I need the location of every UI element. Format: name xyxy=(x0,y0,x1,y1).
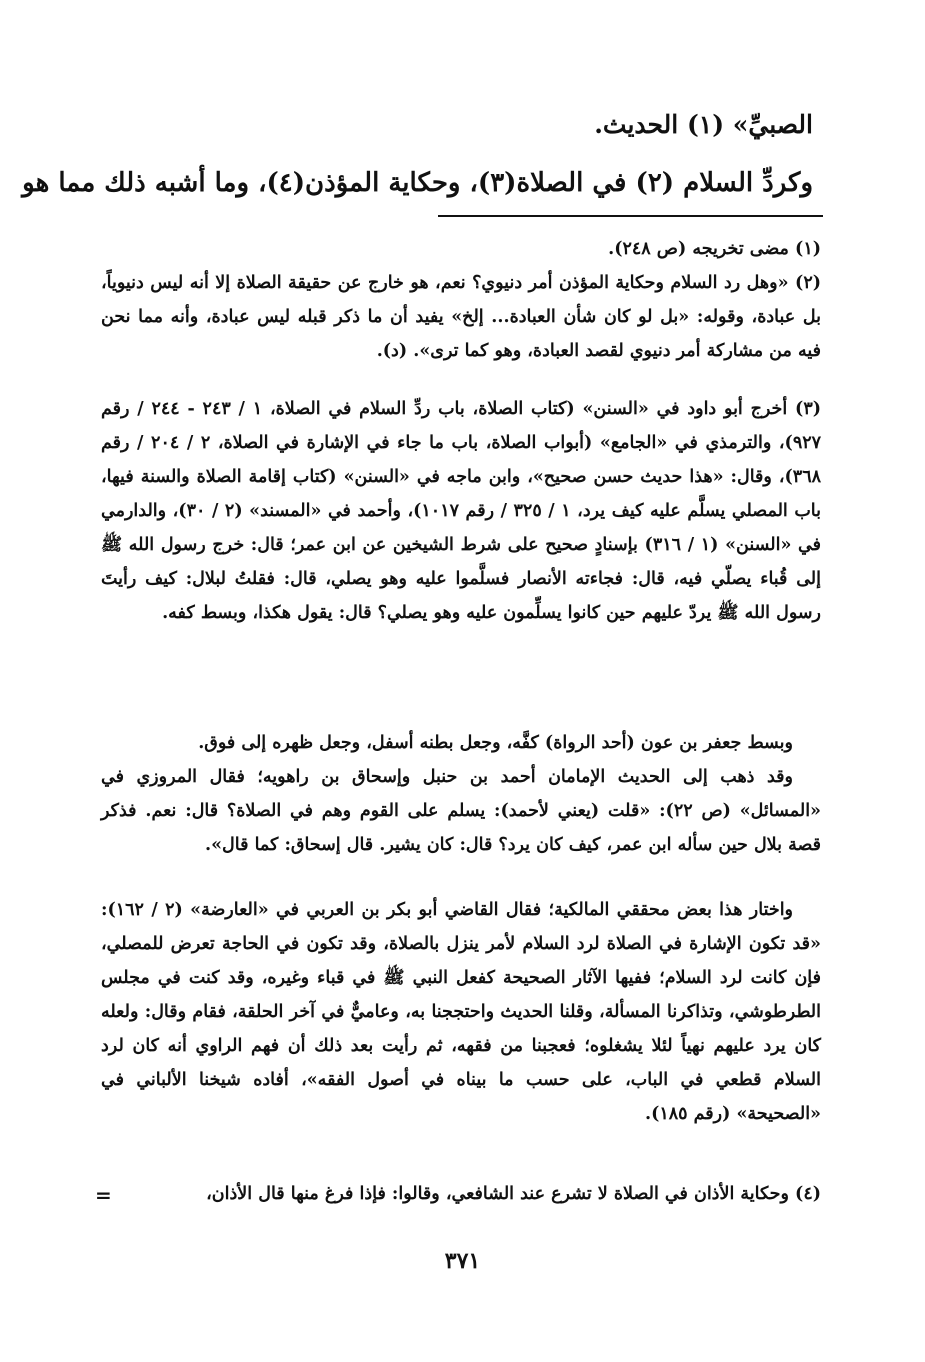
main-text-line-1: الصبيِّ» (١) الحديث. xyxy=(594,110,813,139)
footnote-2: (٢) «وهل رد السلام وحكاية المؤذن أمر دنيوي؟ نعم، هو خارج عن حقيقة الصلاة إلا أنه ليس دنيوياً، بل عبادة، وقوله: «بل لو كان شأن العبادة... إلخ» يفيد أن ما ذكر قبله ليس عبادة، وأنه مما نحن فيه من مشاركة أمر دنيوي لقصد العبادة، وهو كما ترى». (د). xyxy=(101,273,821,361)
footnote-4: (٤) وحكاية الأذان في الصلاة لا تشرع عند الشافعي، وقالوا: فإذا فرغ منها قال الأذان، xyxy=(206,1184,821,1204)
page-number: ٣٧١ xyxy=(444,1248,481,1274)
footnote-3-paragraph-2: وبسط جعفر بن عون (أحد الرواة) كفَّه، وجعل بطنه أسفل، وجعل ظهره إلى فوق. xyxy=(198,733,793,753)
continuation-mark: = xyxy=(95,1183,112,1207)
footnote-1: (١) مضى تخريجه (ص ٢٤٨). xyxy=(608,239,821,259)
footnote-3-paragraph-3: وقد ذهب إلى الحديث الإمامان أحمد بن حنبل وإسحاق بن راهويه؛ فقال المروزي في «المسائل» (ص ٢٢): «قلت (يعني لأحمد): يسلم على القوم وهم في الصلاة؟ قال: نعم. فذكر قصة بلال حين سأله ابن عمر، كيف كان يرد؟ قال: كان يشير. قال إسحاق: كما قال». xyxy=(101,767,821,855)
footnote-3: (٣) أخرج أبو داود في «السنن» (كتاب الصلاة، باب ردِّ السلام في الصلاة، ١ / ٢٤٣ - ٢٤٤ / رقم ٩٢٧)، والترمذي في «الجامع» (أبواب الصلاة، باب ما جاء في الإشارة في الصلاة، ٢ / ٢٠٤ / رقم ٣٦٨)، وقال: «هذا حديث حسن صحيح»، وابن ماجه في «السنن» (كتاب إقامة الصلاة والسنة فيها، باب المصلي يسلَّم عليه كيف يرد، ١ / ٣٢٥ / رقم ١٠١٧)، وأحمد في «المسند» (٢ / ٣٠)، والدارمي في «السنن» (١ / ٣١٦) بإسنادٍ صحيح على شرط الشيخين عن ابن عمر؛ قال: خرج رسول الله ﷺ إلى قُباء يصلّي فيه، قال: فجاءته الأنصار فسلَّموا عليه وهو يصلي، قال: فقلتُ لبلال: كيف رأيتَ رسول الله ﷺ يردّ عليهم حين كانوا يسلِّمون عليه وهو يصلي؟ قال: يقول هكذا، وبسط كفه. xyxy=(101,399,822,623)
footnote-separator xyxy=(438,215,823,217)
main-text-line-2: وكردِّ السلام (٢) في الصلاة(٣)، وحكاية المؤذن(٤)، وما أشبه ذلك مما هو xyxy=(22,168,813,198)
footnote-3-paragraph-4: واختار هذا بعض محققي المالكية؛ فقال القاضي أبو بكر بن العربي في «العارضة» (٢ / ١٦٢): «قد تكون الإشارة في الصلاة لرد السلام لأمر ينزل بالصلاة، وقد تكون في الحاجة تعرض للمصلي، فإن كانت لرد السلام؛ ففيها الآثار الصحيحة كفعل النبي ﷺ في قباء وغيره، وقد كنت في مجلس الطرطوشي، وتذاكرنا المسألة، وقلنا الحديث واحتججنا به، وعاميٌّ في آخر الحلقة، فقام وقال: ولعله كان يرد عليهم نهياً لئلا يشغلوه؛ فعجبنا من فقهه، ثم رأيت بعد ذلك أن فهم الراوي أنه كان لرد السلام قطعي في الباب، على حسب ما بيناه في أصول الفقه»، أفاده شيخنا الألباني في «الصحيحة» (رقم ١٨٥). xyxy=(101,900,821,1124)
